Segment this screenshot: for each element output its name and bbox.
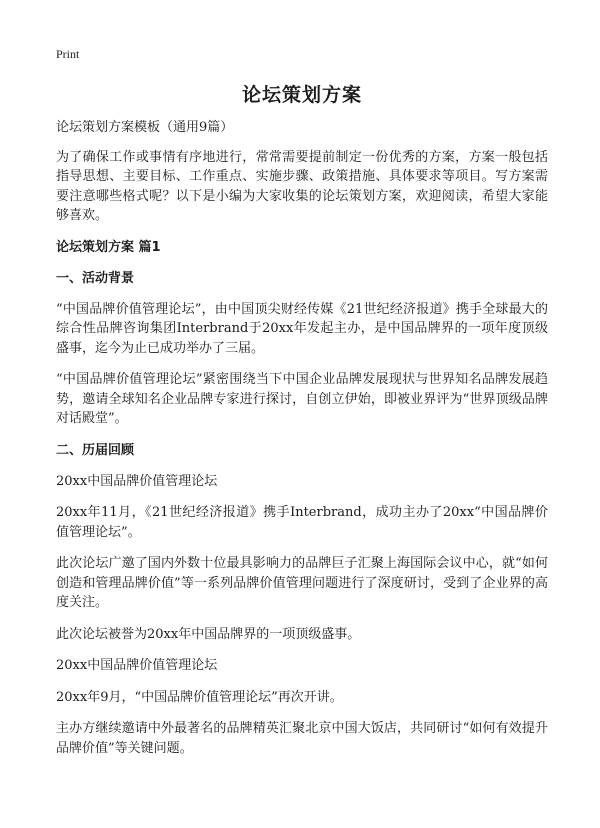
review-paragraph-6: 20xx年9月，“中国品牌价值管理论坛”再次开讲。 [56,689,343,705]
section-heading-review: 二、历届回顾 [56,442,135,458]
review-paragraph-7: 主办方继续邀请中外最著名的品牌精英汇聚北京中国大饭店，共同研讨“如何有效提升品牌价值”等关键问题。 [56,721,548,756]
background-paragraph-1: “中国品牌价值管理论坛”，由中国顶尖财经传媒《21世纪经济报道》携手全球最大的综合性品牌咨询集团Interbrand于20xx年发起主办，是中国品牌界的一项年度顶级盛事，迄今为止已成功举办了三届。 [56,301,548,356]
review-paragraph-1: 20xx中国品牌价值管理论坛 [56,473,218,489]
intro-paragraph: 为了确保工作或事情有序地进行，常常需要提前制定一份优秀的方案，方案一般包括指导思想、主要目标、工作重点、实施步骤、政策措施、具体要求等项目。写方案需要注意哪些格式呢？以下是小编为大家收集的论坛策划方案，欢迎阅读，希望大家能够喜欢。 [56,149,548,223]
review-paragraph-2: 20xx年11月，《21世纪经济报道》携手Interbrand，成功主办了20xx“中国品牌价值管理论坛”。 [56,505,548,540]
document-body [56,118,548,770]
document-subtitle: 论坛策划方案模板（通用9篇） [56,120,234,135]
document-title: 论坛策划方案 [241,84,362,106]
background-paragraph-2: “中国品牌价值管理论坛”紧密围绕当下中国企业品牌发展现状与世界知名品牌发展趋势，邀请全球知名企业品牌专家进行探讨，自创立伊始，即被业界评为“世界顶级品牌对话殿堂”。 [56,372,548,426]
review-paragraph-5: 20xx中国品牌价值管理论坛 [56,658,218,673]
print-label[interactable]: Print [56,47,80,61]
review-paragraph-3: 此次论坛广邀了国内外数十位最具影响力的品牌巨子汇聚上海国际会议中心，就“如何创造和管理品牌价值”等一系列品牌价值管理问题进行了深度研讨，受到了企业界的高度关注。 [56,556,548,610]
chapter-heading: 论坛策划方案 篇1 [56,239,161,255]
section-heading-background: 一、活动背景 [56,270,135,286]
review-paragraph-4: 此次论坛被誉为20xx年中国品牌界的一项顶级盛事。 [56,626,361,642]
